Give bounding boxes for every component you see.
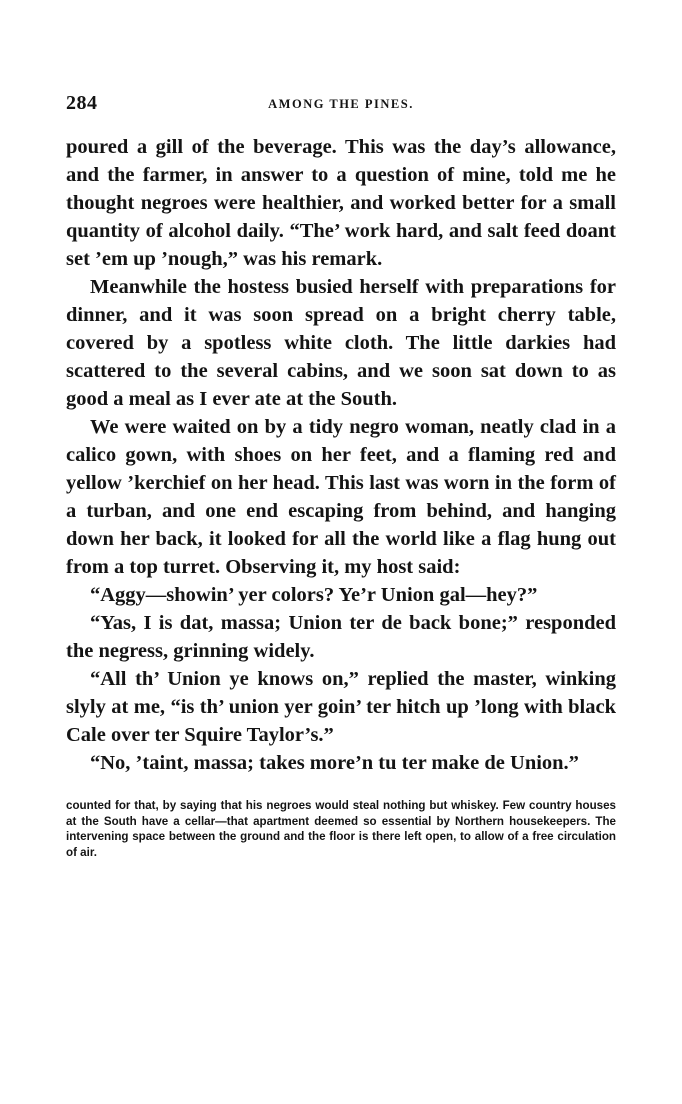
paragraph-2: Meanwhile the hostess busied herself with preparations for dinner, and it was soon spread on a bright cherry table, covered by a spotless white cloth. The little darkies had scattered to the several cabins, and we soon sat down to as good a meal as I ever ate at the South. [66, 276, 616, 410]
book-page [66, 92, 616, 860]
paragraph-5: “Yas, I is dat, massa; Union ter de back bone;” responded the negress, grinning widely. [66, 612, 616, 662]
page-number: 284 [66, 92, 98, 114]
paragraph-1: poured a gill of the beverage. This was the day’s allowance, and the farmer, in answer to a question of mine, told me he thought negroes were healthier, and worked better for a small quantity of alcohol daily. “The’ work hard, and salt feed doant set ’em up ’nough,” was his remark. [66, 136, 616, 270]
paragraph-4: “Aggy—showin’ yer colors? Ye’r Union gal—hey?” [90, 584, 538, 606]
footnote-text: counted for that, by saying that his negroes would steal nothing but whiskey. Few country houses at the South have a cellar—that apartment deemed so essential by Northern housekeepers. The intervening space between the ground and the floor is there left open, to allow of a free circulation of air. [66, 799, 616, 859]
running-title: AMONG THE PINES. [268, 97, 414, 111]
page-header [66, 92, 616, 118]
paragraph-7: “No, ’taint, massa; takes more’n tu ter make de Union.” [90, 752, 579, 774]
body-text [66, 133, 616, 777]
footnote [66, 798, 616, 860]
paragraph-3: We were waited on by a tidy negro woman, neatly clad in a calico gown, with shoes on her feet, and a flaming red and yellow ’kerchief on her head. This last was worn in the form of a turban, and one end escaping from behind, and hanging down her back, it looked for all the world like a flag hung out from a top turret. Observing it, my host said: [66, 416, 616, 578]
paragraph-6: “All th’ Union ye knows on,” replied the master, winking slyly at me, “is th’ union yer goin’ ter hitch up ’long with black Cale over ter Squire Taylor’s.” [66, 668, 616, 746]
